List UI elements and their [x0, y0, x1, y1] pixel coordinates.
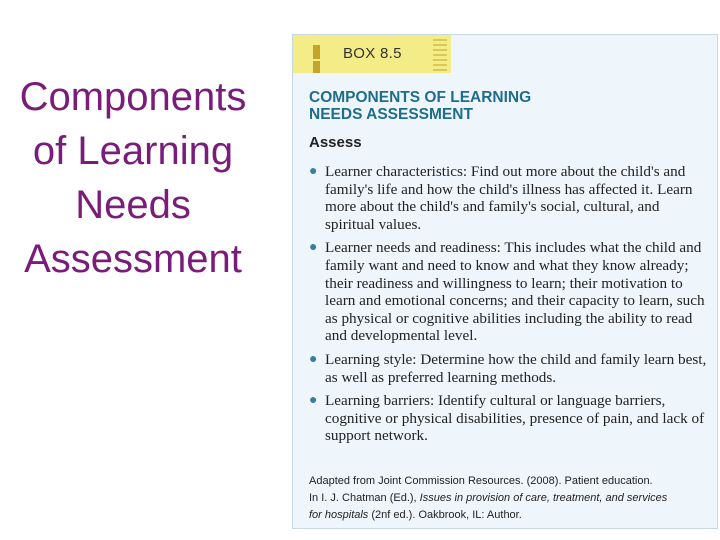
box-8-5 — [292, 34, 718, 529]
list-item — [303, 239, 711, 345]
source-prefix: In I. J. Chatman (Ed.), — [309, 492, 420, 504]
bullet-icon: ● — [309, 351, 318, 367]
slide-title-line: Needs — [75, 183, 191, 227]
bullet-icon: ● — [309, 164, 318, 179]
slide-title-line: of Learning — [32, 129, 234, 173]
ruler-ticks-icon — [433, 39, 447, 71]
source-line-3 — [309, 507, 711, 524]
box-label: BOX 8.5 — [343, 45, 402, 62]
list-item — [303, 163, 711, 233]
source-citation — [309, 473, 711, 524]
list-item — [303, 351, 711, 386]
source-italic-title: Issues in provision of care, treatment, and services — [419, 492, 668, 504]
source-suffix: (2nf ed.). Oakbrook, IL: Author. — [368, 509, 522, 521]
source-line-1: Adapted from Joint Commission Resources. (2008). Patient education. — [309, 475, 653, 487]
box-title-line: COMPONENTS OF LEARNING — [309, 89, 532, 106]
source-italic-title-cont: for hospitals — [309, 509, 369, 521]
header-bar-notch — [313, 59, 320, 61]
slide-title — [4, 70, 262, 286]
list-item-text: Learning style: Determine how the child and family learn best, as well as preferred learning methods. — [325, 350, 707, 386]
list-item-text: Learner characteristics: Find out more about the child's and family's life and how the child's illness has affected it. Learn more about the child's and family's social, cultural, and spiritual values. — [325, 163, 693, 233]
bullet-icon: ● — [309, 393, 318, 409]
box-title-line: NEEDS ASSESSMENT — [309, 106, 473, 123]
list-item-text: Learner needs and readiness: This includes what the child and family want and need to know and what they know already; their readiness and willingness to learn; their motivation to learn and emotional concerns; and their capacity to learn, such as physical or cognitive abilities including the ability to read and developmental level. — [325, 239, 705, 345]
box-header — [293, 35, 451, 73]
list-item — [303, 392, 711, 445]
box-title — [309, 89, 569, 123]
section-heading: Assess — [309, 134, 362, 151]
slide-title-line: Components — [19, 75, 247, 119]
slide-title-line: Assessment — [24, 237, 242, 281]
assessment-list — [303, 163, 711, 451]
list-item-text: Learning barriers: Identify cultural or language barriers, cognitive or physical disabilities, presence of pain, and lack of support network. — [325, 392, 705, 445]
source-line-2 — [309, 490, 711, 507]
bullet-icon: ● — [309, 240, 318, 256]
